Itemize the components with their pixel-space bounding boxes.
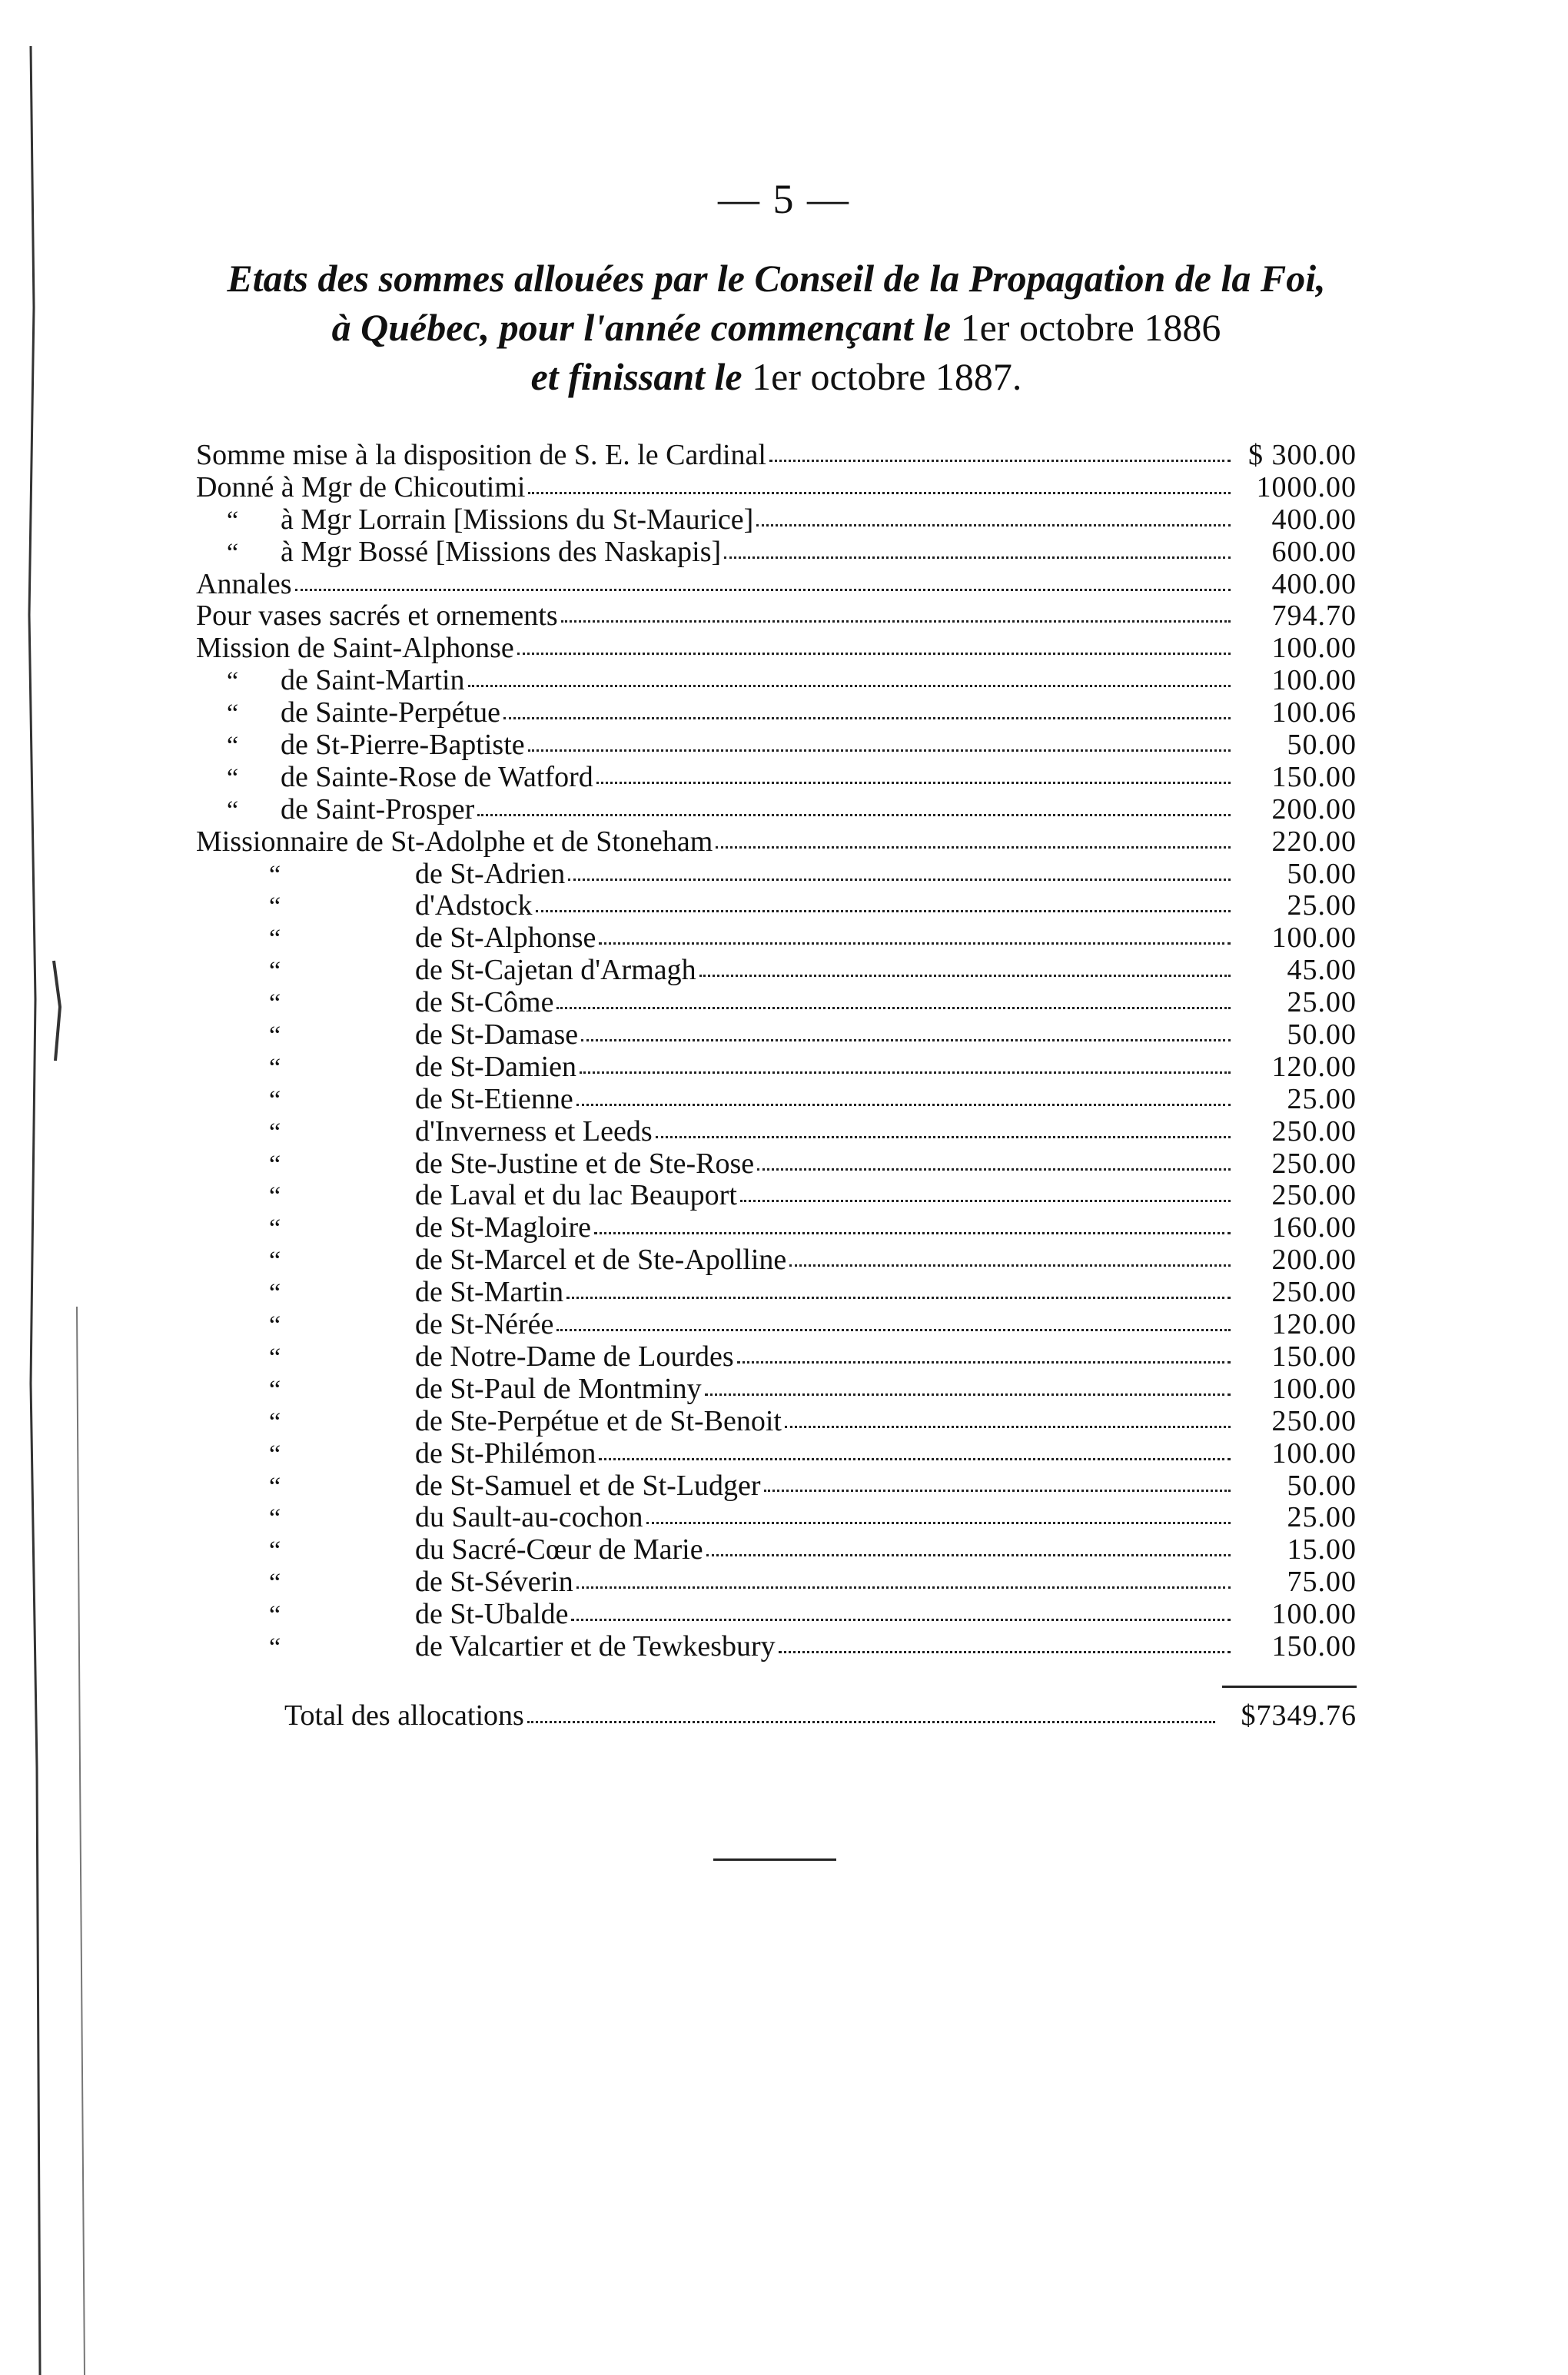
allocation-row: [196, 1404, 1357, 1437]
leader-dots: [656, 1135, 1231, 1138]
allocation-amount: 25.00: [1287, 986, 1357, 1019]
allocation-label: de St-Samuel et de St-Ludger: [415, 1469, 761, 1502]
ditto-mark: “: [269, 1247, 281, 1276]
allocation-amount: 50.00: [1287, 729, 1357, 762]
allocation-label: de St-Pierre-Baptiste: [281, 729, 525, 762]
ditto-mark: “: [227, 763, 239, 792]
allocation-label: d'Adstock: [415, 889, 533, 922]
allocation-label: Annales: [196, 567, 292, 600]
title-line-2: [177, 303, 1376, 352]
allocation-row: [196, 1500, 1357, 1533]
leader-dots: [556, 1328, 1231, 1331]
allocation-amount: 50.00: [1287, 1018, 1357, 1051]
ditto-mark: “: [269, 892, 281, 922]
leader-dots: [517, 652, 1231, 655]
leader-dots: [468, 684, 1231, 687]
allocation-amount: 50.00: [1287, 1469, 1357, 1502]
allocation-label: de St-Damien: [415, 1050, 577, 1083]
leader-dots: [789, 1264, 1231, 1267]
allocation-amount: 1000.00: [1256, 470, 1357, 503]
ditto-mark: “: [269, 1279, 281, 1308]
ditto-mark: “: [269, 1343, 281, 1372]
page-number: — 5 —: [718, 176, 850, 222]
ditto-mark: “: [227, 667, 239, 696]
allocation-row: [196, 792, 1357, 825]
leader-dots: [756, 523, 1231, 526]
leader-dots: [724, 556, 1231, 559]
allocation-row: [196, 953, 1357, 985]
allocation-label: du Sault-au-cochon: [415, 1501, 643, 1534]
allocation-label: de St-Etienne: [415, 1082, 573, 1115]
allocation-row: [196, 985, 1357, 1018]
allocation-amount: 50.00: [1287, 857, 1357, 890]
leader-dots: [580, 1071, 1231, 1074]
allocation-row: [196, 1178, 1357, 1211]
leader-dots: [596, 781, 1231, 784]
allocation-label: d'Inverness et Leeds: [415, 1114, 653, 1148]
allocation-label: de St-Cajetan d'Armagh: [415, 954, 696, 987]
allocation-label: de St-Marcel et de Ste-Apolline: [415, 1244, 787, 1277]
allocation-row: [196, 1114, 1357, 1147]
allocation-label: de Valcartier et de Tewkesbury: [415, 1629, 776, 1662]
allocation-row: [196, 825, 1357, 857]
allocation-label: de Ste-Perpétue et de St-Benoit: [415, 1404, 782, 1437]
allocation-row: [196, 663, 1357, 696]
ditto-mark: “: [227, 538, 239, 567]
allocation-label: de St-Adrien: [415, 857, 566, 890]
allocation-label: de Saint-Prosper: [281, 792, 475, 825]
leader-dots: [699, 974, 1231, 977]
leader-dots: [477, 813, 1231, 816]
ditto-mark: “: [269, 957, 281, 986]
allocation-amount: 600.00: [1271, 535, 1357, 568]
allocation-amount: 250.00: [1271, 1114, 1357, 1148]
allocation-amount: $ 300.00: [1248, 439, 1357, 471]
allocation-amount: 400.00: [1271, 503, 1357, 536]
allocation-row: [196, 503, 1357, 535]
allocation-label: de St-Martin: [415, 1276, 564, 1309]
allocation-row: [196, 760, 1357, 792]
leader-dots: [646, 1521, 1231, 1524]
leader-dots: [599, 942, 1231, 945]
allocation-row: [196, 1629, 1357, 1662]
allocation-label: de St-Séverin: [415, 1566, 573, 1599]
leader-dots: [556, 1006, 1231, 1009]
allocation-amount: 25.00: [1287, 1082, 1357, 1115]
leader-dots: [576, 1586, 1231, 1589]
title-end-date: 1er octobre 1887.: [752, 355, 1022, 398]
ditto-mark: “: [269, 1375, 281, 1404]
total-rule: [1222, 1686, 1357, 1688]
allocation-label: de St-Nérée: [415, 1308, 554, 1341]
title-start-date: 1er octobre 1886: [960, 306, 1221, 349]
ditto-mark: “: [227, 506, 239, 535]
allocation-row: [196, 1437, 1357, 1469]
title-line-1: Etats des sommes allouées par le Conseil de la Propagation de la Foi,: [227, 257, 1326, 300]
allocation-row: [196, 1147, 1357, 1179]
allocation-amount: 100.06: [1271, 696, 1357, 729]
allocation-label: du Sacré-Cœur de Marie: [415, 1533, 703, 1566]
allocation-row: [196, 1211, 1357, 1243]
allocation-row: [196, 631, 1357, 663]
leader-dots: [716, 845, 1231, 849]
allocation-amount: 100.00: [1271, 1372, 1357, 1405]
allocation-amount: 120.00: [1271, 1308, 1357, 1341]
leader-dots: [566, 1296, 1231, 1299]
leader-dots: [764, 1489, 1231, 1492]
allocation-row: [196, 728, 1357, 760]
allocation-label: Somme mise à la disposition de S. E. le Cardinal: [196, 439, 766, 471]
leader-dots: [785, 1425, 1231, 1428]
allocation-label: de St-Philémon: [415, 1437, 596, 1470]
allocation-amount: 400.00: [1271, 567, 1357, 600]
leader-dots: [769, 459, 1231, 462]
title-line-2-text: à Québec, pour l'année commençant le: [331, 306, 961, 349]
allocation-label: de St-Paul de Montminy: [415, 1372, 702, 1405]
allocation-amount: 100.00: [1271, 1598, 1357, 1631]
ditto-mark: “: [269, 1440, 281, 1469]
allocations-table: [196, 438, 1357, 1662]
allocation-amount: 200.00: [1271, 792, 1357, 825]
allocation-amount: 25.00: [1287, 1501, 1357, 1534]
allocation-row: [196, 1533, 1357, 1565]
ditto-mark: “: [269, 1021, 281, 1051]
allocation-row: [196, 470, 1357, 503]
allocation-amount: 250.00: [1271, 1404, 1357, 1437]
allocation-row: [196, 696, 1357, 728]
allocation-label: de Notre-Dame de Lourdes: [415, 1340, 734, 1373]
allocation-amount: 100.00: [1271, 1437, 1357, 1470]
allocation-amount: 250.00: [1271, 1179, 1357, 1212]
title-line-3-text: et finissant le: [530, 355, 752, 398]
leader-dots: [705, 1393, 1231, 1396]
allocation-amount: 200.00: [1271, 1244, 1357, 1277]
leader-dots: [568, 878, 1231, 881]
allocation-amount: 15.00: [1287, 1533, 1357, 1566]
allocation-amount: 100.00: [1271, 664, 1357, 697]
allocation-row: [196, 1082, 1357, 1114]
ditto-mark: “: [269, 1085, 281, 1114]
allocation-label: de Ste-Justine et de Ste-Rose: [415, 1147, 755, 1180]
allocation-label: à Mgr Lorrain [Missions du St-Maurice]: [281, 503, 754, 536]
ditto-mark: “: [269, 1053, 281, 1082]
ditto-mark: “: [269, 860, 281, 889]
leader-dots: [581, 1038, 1231, 1041]
leader-dots: [536, 909, 1231, 912]
ditto-mark: “: [227, 796, 239, 825]
allocation-row: [196, 1469, 1357, 1501]
ditto-mark: “: [269, 989, 281, 1018]
allocation-amount: 250.00: [1271, 1147, 1357, 1180]
allocation-amount: 794.70: [1271, 600, 1357, 633]
ditto-mark: “: [227, 699, 239, 729]
allocation-label: Donné à Mgr de Chicoutimi: [196, 470, 526, 503]
allocation-amount: 100.00: [1271, 922, 1357, 955]
total-label: Total des allocations: [284, 1699, 524, 1732]
allocation-row: [196, 1565, 1357, 1597]
ditto-mark: “: [269, 1504, 281, 1533]
leader-dots: [503, 716, 1231, 719]
allocation-label: à Mgr Bossé [Missions des Naskapis]: [281, 535, 722, 568]
allocation-row: [196, 438, 1357, 470]
allocation-row: [196, 1372, 1357, 1404]
allocation-label: Missionnaire de St-Adolphe et de Stoneham: [196, 825, 713, 858]
ditto-mark: “: [269, 1569, 281, 1598]
leader-dots: [295, 588, 1231, 591]
total-amount: $7349.76: [1241, 1699, 1357, 1732]
allocation-row: [196, 1597, 1357, 1629]
allocation-row: [196, 1275, 1357, 1307]
allocation-row: [196, 1340, 1357, 1372]
allocation-amount: 220.00: [1271, 825, 1357, 858]
allocation-amount: 250.00: [1271, 1276, 1357, 1309]
title-line-3: [177, 352, 1376, 401]
ditto-mark: “: [269, 1214, 281, 1244]
allocation-row: [196, 857, 1357, 889]
allocation-row: [196, 599, 1357, 631]
ditto-mark: “: [269, 925, 281, 954]
allocation-label: de St-Ubalde: [415, 1598, 569, 1631]
leader-dots: [527, 1720, 1215, 1723]
ditto-mark: “: [269, 1633, 281, 1662]
binding-edge-scan-artifact: [0, 0, 115, 2375]
leader-dots: [599, 1457, 1231, 1460]
ditto-mark: “: [269, 1601, 281, 1630]
ditto-mark: “: [269, 1311, 281, 1340]
allocation-amount: 75.00: [1287, 1566, 1357, 1599]
allocation-amount: 45.00: [1287, 954, 1357, 987]
leader-dots: [737, 1360, 1231, 1364]
allocation-amount: 25.00: [1287, 889, 1357, 922]
leader-dots: [706, 1553, 1231, 1556]
allocation-row: [196, 567, 1357, 600]
ditto-mark: “: [227, 732, 239, 761]
ditto-mark: “: [269, 1118, 281, 1147]
end-rule: [713, 1858, 836, 1861]
allocation-label: de St-Alphonse: [415, 922, 596, 955]
allocation-amount: 150.00: [1271, 1340, 1357, 1373]
ditto-mark: “: [269, 1407, 281, 1437]
allocation-amount: 120.00: [1271, 1050, 1357, 1083]
leader-dots: [561, 619, 1231, 623]
allocation-amount: 160.00: [1271, 1211, 1357, 1244]
leader-dots: [740, 1199, 1231, 1202]
allocation-row: [196, 1050, 1357, 1082]
leader-dots: [571, 1618, 1231, 1621]
allocation-amount: 150.00: [1271, 1629, 1357, 1662]
leader-dots: [528, 491, 1231, 494]
allocation-label: de St-Damase: [415, 1018, 579, 1051]
document-title: [177, 254, 1376, 401]
ditto-mark: “: [269, 1182, 281, 1211]
allocation-label: Pour vases sacrés et ornements: [196, 600, 558, 633]
allocation-row: [196, 1243, 1357, 1275]
allocation-amount: 100.00: [1271, 632, 1357, 665]
allocation-label: de Sainte-Perpétue: [281, 696, 500, 729]
allocation-amount: 150.00: [1271, 760, 1357, 793]
allocation-label: de St-Magloire: [415, 1211, 592, 1244]
leader-dots: [757, 1168, 1231, 1171]
leader-dots: [576, 1103, 1231, 1106]
total-row: [284, 1699, 1357, 1732]
leader-dots: [779, 1650, 1231, 1653]
allocation-row: [196, 535, 1357, 567]
leader-dots: [528, 749, 1231, 752]
allocation-row: [196, 1307, 1357, 1340]
allocation-label: Mission de Saint-Alphonse: [196, 632, 514, 665]
leader-dots: [594, 1231, 1231, 1234]
ditto-mark: “: [269, 1150, 281, 1179]
ditto-mark: “: [269, 1536, 281, 1566]
allocation-label: de Laval et du lac Beauport: [415, 1179, 737, 1212]
allocation-label: de Saint-Martin: [281, 664, 465, 697]
allocation-label: de Sainte-Rose de Watford: [281, 760, 593, 793]
allocation-row: [196, 1018, 1357, 1050]
allocation-label: de St-Côme: [415, 986, 554, 1019]
ditto-mark: “: [269, 1472, 281, 1501]
allocation-row: [196, 889, 1357, 921]
allocation-row: [196, 921, 1357, 953]
